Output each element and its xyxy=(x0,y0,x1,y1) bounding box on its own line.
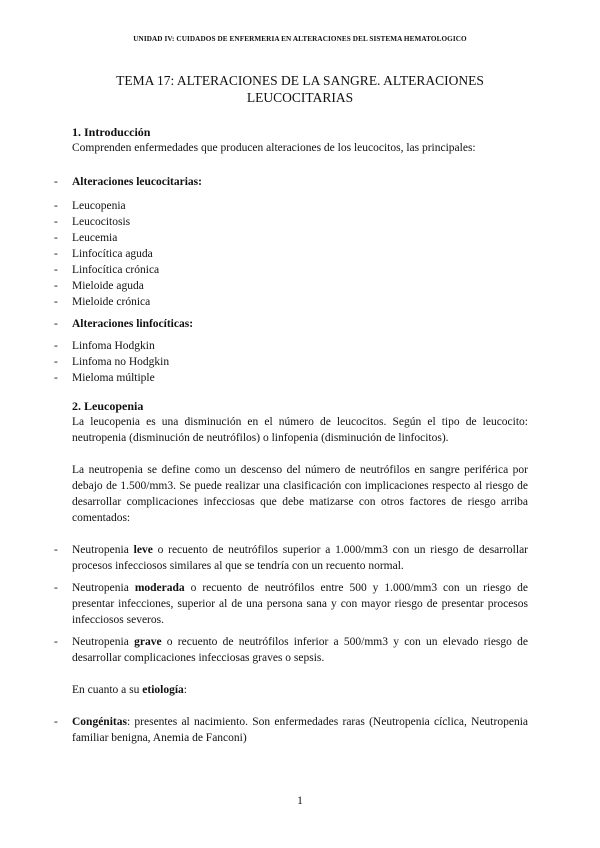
list-item: - Neutropenia grave o recuento de neutrófilos inferior a 500/mm3 y con un elevado riesgo de desarrollar complicaciones infecciosas graves o sepsis. xyxy=(54,636,528,664)
list-item: - Leucopenia xyxy=(54,200,126,212)
list-item: - Mieloma múltiple xyxy=(54,372,155,384)
intro-paragraph: Comprenden enfermedades que producen alteraciones de los leucocitos, las principales: xyxy=(72,142,476,154)
list-linfociticas-items xyxy=(54,338,528,386)
list-leucocitarias-items xyxy=(54,198,528,246)
list-item: - Alteraciones linfocíticas: xyxy=(54,318,194,330)
etiologia-list xyxy=(54,714,528,746)
page-title xyxy=(72,72,528,106)
list-item: - Neutropenia leve o recuento de neutrófilos superior a 1.000/mm3 con un riesgo de desarrollar procesos infecciosos similares al que se tendría con un recuento normal. xyxy=(54,544,529,572)
list-item: - Leucemia xyxy=(54,232,118,244)
neutropenia-paragraph: La neutropenia se define como un descenso del número de neutrófilos en sangre periférica por debajo de 1.500/mm3. Se puede realizar una clasificación con implicaciones respecto al riesgo de desarrollar complicaciones infecciosas que debe matizarse con otros factores de riesgo arriba comentados: xyxy=(72,464,528,524)
list-item: - Mieloide crónica xyxy=(54,296,151,308)
neutropenia-classification-list xyxy=(54,542,529,666)
list-alteraciones-linfociticas xyxy=(54,316,528,332)
list-item: - Leucocitosis xyxy=(54,216,131,228)
document-body xyxy=(54,124,529,746)
title-line-1: TEMA 17: ALTERACIONES DE LA SANGRE. ALTERACIONES xyxy=(116,73,484,88)
page-number: 1 xyxy=(297,795,303,807)
list-item: - Alteraciones leucocitarias: xyxy=(54,176,202,188)
list-item: - Linfoma Hodgkin xyxy=(54,340,155,352)
list-item: - Mieloide aguda xyxy=(54,280,144,292)
list-item: - Congénitas: presentes al nacimiento. Son enfermedades raras (Neutropenia cíclica, Neutropenia familiar benigna, Anemia de Fanconi) xyxy=(54,716,528,744)
list-item: - Linfocítica crónica xyxy=(54,264,160,276)
list-item: - Linfoma no Hodgkin xyxy=(54,356,170,368)
title-line-2: LEUCOCITARIAS xyxy=(246,90,354,105)
list-item: - Linfocítica aguda xyxy=(54,248,153,260)
list-item: - Neutropenia moderada o recuento de neutrófilos entre 500 y 1.000/mm3 con un riesgo de presentar infecciones, superior al de una persona sana y con mayor riesgo de presentar procesos infecciosos severos. xyxy=(54,582,528,626)
list-alteraciones-leucocitarias xyxy=(54,174,528,190)
running-header: UNIDAD IV: CUIDADOS DE ENFERMERIA EN ALTERACIONES DEL SISTEMA HEMATOLOGICO xyxy=(133,35,467,43)
etiologia-intro: En cuanto a su etiología: xyxy=(72,684,187,696)
section-heading-leucopenia: 2. Leucopenia xyxy=(72,399,144,413)
section-heading-introduccion: 1. Introducción xyxy=(72,125,151,139)
leucopenia-paragraph: La leucopenia es una disminución en el número de leucocitos. Según el tipo de leucocito: neutropenia (disminución de neutrófilos) o linfopenia (disminución de linfocitos). xyxy=(72,416,528,444)
list-leucemia-types xyxy=(54,246,528,310)
